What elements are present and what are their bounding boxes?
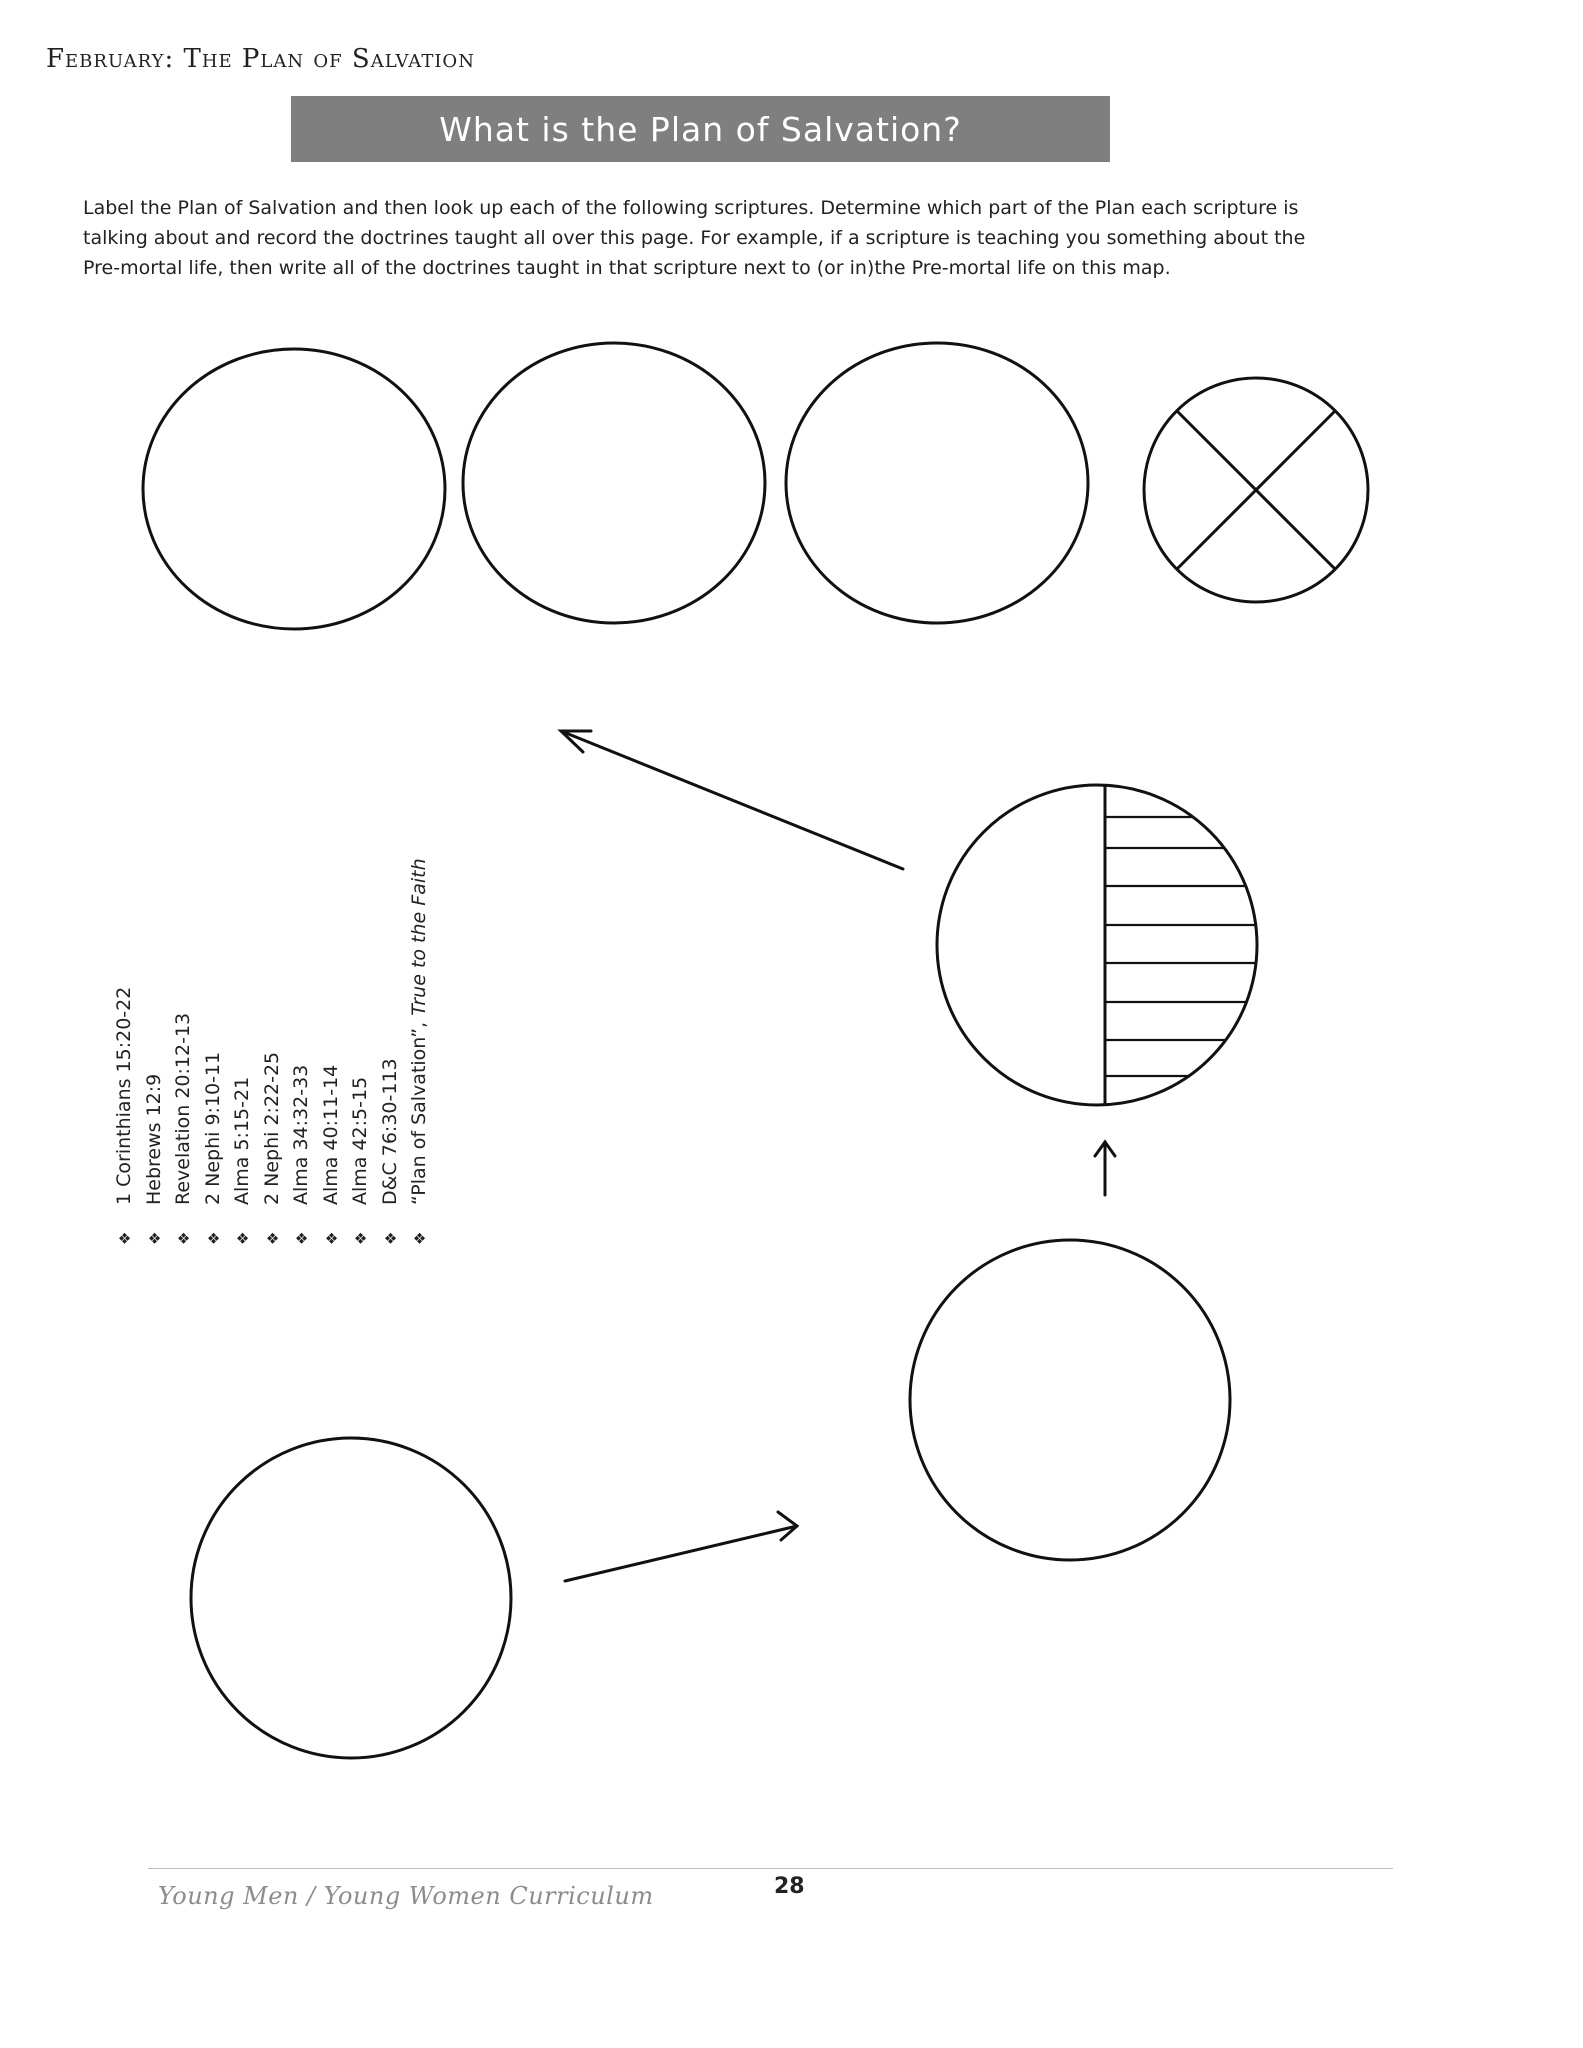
stage-circle-1 — [143, 349, 445, 629]
stage-circle-5 — [191, 1438, 511, 1758]
reference-source: True to the Faith — [408, 858, 430, 1016]
page-header: February: The Plan of Salvation — [46, 44, 475, 74]
bullet-icon: ❖ — [234, 1231, 252, 1245]
half-striped-circle — [937, 785, 1260, 1105]
stage-circle-4 — [910, 1240, 1230, 1560]
bullet-icon: ❖ — [293, 1231, 311, 1245]
instructions-line: Label the Plan of Salvation and then look up each of the following scriptures. Determine which part of the Plan each scripture is — [83, 197, 1299, 219]
scripture-item: ❖Revelation 20:12-13 — [169, 825, 199, 1245]
scripture-item — [405, 825, 435, 1245]
stage-circle-3 — [786, 343, 1088, 623]
page-title: What is the Plan of Salvation? — [439, 109, 962, 149]
scripture-item: ❖Hebrews 12:9 — [140, 825, 170, 1245]
bullet-icon: ❖ — [411, 1231, 429, 1245]
bullet-icon: ❖ — [145, 1231, 164, 1245]
crossed-circle — [1144, 378, 1368, 602]
bullet-icon: ❖ — [116, 1231, 134, 1245]
scripture-item: ❖Alma 34:32-33 — [287, 825, 317, 1245]
footer-divider — [148, 1868, 1393, 1869]
bullet-icon: ❖ — [352, 1231, 370, 1245]
bullet-icon: ❖ — [263, 1231, 282, 1245]
instructions-line: talking about and record the doctrines taught all over this page. For example, if a scripture is teaching you something about the — [83, 227, 1306, 249]
scripture-list — [110, 825, 435, 1245]
bullet-icon: ❖ — [204, 1231, 223, 1245]
scripture-item: ❖D&C 76:30-113 — [376, 825, 406, 1245]
scripture-item: ❖Alma 40:11-14 — [317, 825, 347, 1245]
scripture-item: ❖Alma 42:5-15 — [346, 825, 376, 1245]
bullet-icon: ❖ — [381, 1231, 400, 1245]
scripture-item: ❖2 Nephi 9:10-11 — [199, 825, 229, 1245]
arrow-to-top — [561, 731, 903, 869]
reference-quote: “Plan of Salvation”, — [408, 1015, 430, 1205]
stage-circle-2 — [463, 343, 765, 623]
bullet-icon: ❖ — [175, 1231, 193, 1245]
instructions-line: Pre-mortal life, then write all of the doctrines taught in that scripture next to (or in)the Pre-mortal life on this map. — [83, 257, 1171, 279]
arrow-to-right — [565, 1512, 797, 1581]
scripture-item: ❖1 Corinthians 15:20-22 — [110, 825, 140, 1245]
page-number: 28 — [774, 1874, 805, 1899]
scripture-item: ❖Alma 5:15-21 — [228, 825, 258, 1245]
scripture-item: ❖2 Nephi 2:22-25 — [258, 825, 288, 1245]
footer-curriculum: Young Men / Young Women Curriculum — [158, 1882, 654, 1910]
bullet-icon: ❖ — [322, 1231, 341, 1245]
arrow-up — [1095, 1142, 1115, 1195]
